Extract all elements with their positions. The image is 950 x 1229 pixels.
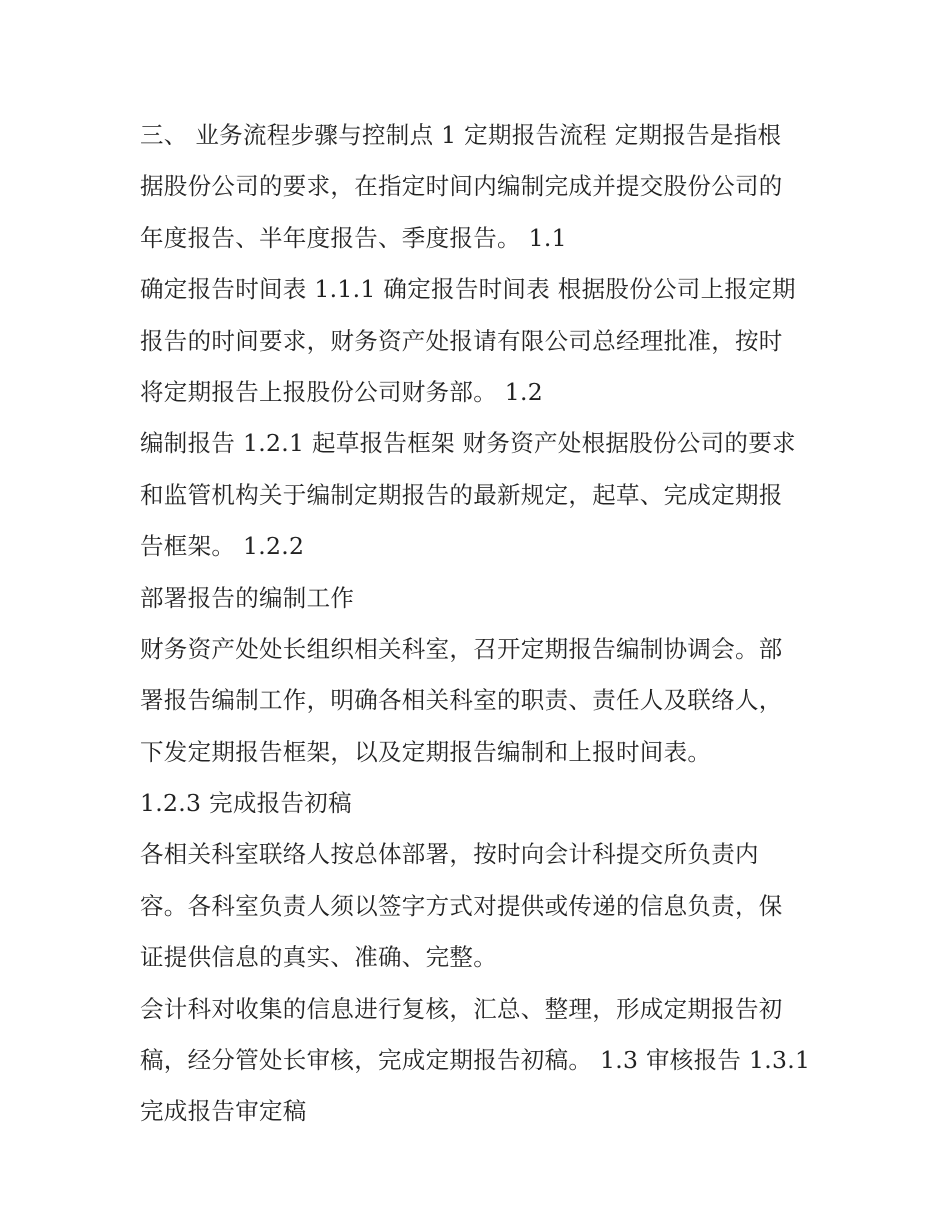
text-line: 确定报告时间表 1.1.1 确定报告时间表 根据股份公司上报定期	[140, 275, 796, 304]
text-line: 下发定期报告框架，以及定期报告编制和上报时间表。	[140, 737, 712, 766]
text-line: 署报告编制工作，明确各相关科室的职责、责任人及联络人，	[140, 686, 783, 715]
text-line: 编制报告 1.2.1 起草报告框架 财务资产处根据股份公司的要求	[140, 429, 796, 458]
text-line: 三、 业务流程步骤与控制点 1 定期报告流程 定期报告是指根	[140, 121, 782, 149]
text-line: 证提供信息的真实、准确、完整。	[140, 943, 497, 972]
text-line: 财务资产处处长组织相关科室，召开定期报告编制协调会。部	[140, 634, 783, 663]
text-line: 年度报告、半年度报告、季度报告。 1.1	[140, 223, 567, 252]
section-heading: 完成报告审定稿	[140, 1097, 307, 1126]
text-line: 会计科对收集的信息进行复核，汇总、整理，形成定期报告初	[140, 994, 783, 1023]
text-line: 将定期报告上报股份公司财务部。 1.2	[140, 377, 544, 406]
text-line: 和监管机构关于编制定期报告的最新规定，起草、完成定期报	[140, 480, 783, 509]
section-heading: 部署报告的编制工作	[140, 583, 355, 612]
text-line: 据股份公司的要求，在指定时间内编制完成并提交股份公司的	[140, 172, 783, 201]
section-heading: 1.2.3 完成报告初稿	[140, 789, 352, 818]
text-line: 各相关科室联络人按总体部署，按时向会计科提交所负责内	[140, 840, 759, 869]
text-line: 告框架。 1.2.2	[140, 532, 305, 561]
text-line: 容。各科室负责人须以签字方式对提供或传递的信息负责，保	[140, 891, 783, 920]
text-line: 报告的时间要求，财务资产处报请有限公司总经理批准，按时	[140, 326, 783, 355]
text-line: 稿，经分管处长审核，完成定期报告初稿。 1.3 审核报告 1.3.1	[140, 1046, 811, 1075]
document-body	[140, 110, 820, 1138]
